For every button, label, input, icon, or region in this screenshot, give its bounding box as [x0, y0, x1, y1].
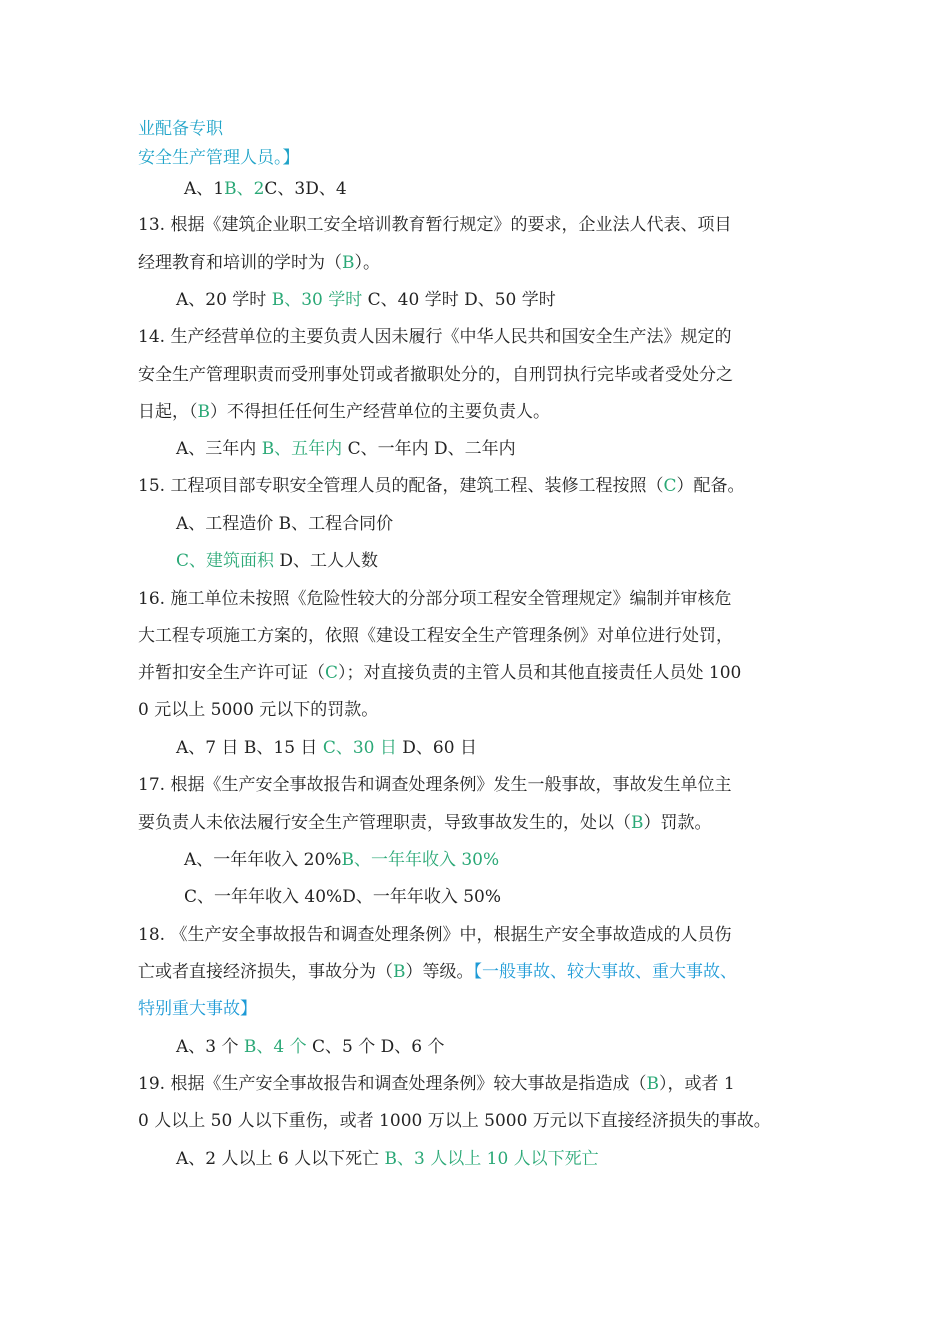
question-text: 亡或者直接经济损失，事故分为（ [138, 962, 393, 982]
note-continuation-line [138, 117, 223, 141]
question-text: ）不得担任任何生产经营单位的主要负责人。 [210, 402, 550, 422]
question-text: 13. 根据《建筑企业职工安全培训教育暂行规定》的要求，企业法人代表、项目 [138, 215, 732, 235]
q19-options [176, 1147, 599, 1171]
option-d: D、60 日 [402, 738, 477, 758]
answer-letter: B [631, 813, 644, 833]
note-text: 特别重大事故】 [138, 999, 257, 1019]
option-b-correct: B、3 人以上 10 人以下死亡 [384, 1149, 599, 1169]
question-text: 16. 施工单位未按照《危险性较大的分部分项工程安全管理规定》编制并审核危 [138, 589, 732, 609]
q13-line [138, 251, 380, 275]
option-cd: C、40 学时 D、50 学时 [367, 290, 556, 310]
question-text: ），或者 1 [658, 1074, 735, 1094]
answer-letter: C [663, 476, 677, 496]
option-b-correct: B、30 学时 [271, 290, 368, 310]
q17-options [184, 848, 499, 872]
option-a: A、1 [184, 179, 225, 199]
option-c-correct: C、建筑面积 [176, 551, 280, 571]
question-text: ）；对直接负责的主管人员和其他直接责任人员处 100 [338, 663, 742, 683]
question-text: 19. 根据《生产安全事故报告和调查处理条例》较大事故是指造成（ [138, 1074, 647, 1094]
q18-line [138, 923, 731, 947]
option-a: A、2 人以上 6 人以下死亡 [176, 1149, 385, 1169]
note-text: 【一般事故、较大事故、重大事故、 [473, 962, 737, 982]
q16-options [176, 736, 477, 760]
q14-line [138, 363, 733, 387]
note-text: 安全生产管理人员。】 [138, 148, 300, 168]
option-cd: C、一年内 D、二年内 [347, 439, 516, 459]
option-a: A、三年内 [176, 439, 262, 459]
answer-letter: B [646, 1074, 659, 1094]
q18-line [138, 960, 737, 984]
question-text: 18. 《生产安全事故报告和调查处理条例》中，根据生产安全事故造成的人员伤 [138, 925, 732, 945]
q18-options [176, 1035, 445, 1059]
option-ab: A、工程造价 B、工程合同价 [176, 514, 394, 534]
q14-options [176, 437, 516, 461]
option-b-correct: B、2 [224, 179, 265, 199]
q13-options [176, 288, 556, 312]
option-d: D、工人人数 [279, 551, 379, 571]
q18-line [138, 997, 257, 1021]
q19-line [138, 1072, 735, 1096]
q14-line [138, 325, 731, 349]
answer-letter: C [325, 663, 339, 683]
q17-line [138, 811, 712, 835]
question-text: ）配备。 [676, 476, 745, 496]
q15-line [138, 474, 744, 498]
question-text: ）罚款。 [643, 813, 712, 833]
q16-line [138, 698, 378, 722]
question-text: 15. 工程项目部专职安全管理人员的配备，建筑工程、装修工程按照（ [138, 476, 664, 496]
note-text: 业配备专职 [138, 119, 223, 139]
question-text: 0 人以上 50 人以下重伤，或者 1000 万以上 5000 万元以下直接经济损失的事故。 [138, 1111, 771, 1131]
option-cd: C、一年年收入 40%D、一年年收入 50% [184, 887, 502, 907]
question-text: ）。 [354, 253, 380, 273]
answer-letter: B [393, 962, 406, 982]
q16-line [138, 587, 731, 611]
option-ab: A、7 日 B、15 日 [176, 738, 323, 758]
note-continuation-line [138, 146, 300, 170]
q13-line [138, 213, 731, 237]
question-text: 14. 生产经营单位的主要负责人因未履行《中华人民共和国安全生产法》规定的 [138, 327, 732, 347]
option-cd: C、3D、4 [264, 179, 347, 199]
q19-line [138, 1109, 771, 1133]
question-text: 大工程专项施工方案的，依照《建设工程安全生产管理条例》对单位进行处罚， [138, 626, 733, 646]
question-text: 安全生产管理职责而受刑事处罚或者撤职处分的，自刑罚执行完毕或者受处分之 [138, 365, 733, 385]
question-text: 经理教育和培训的学时为（ [138, 253, 342, 273]
q12-options [184, 177, 347, 201]
question-text: 日起，（ [138, 402, 198, 422]
question-text: 17. 根据《生产安全事故报告和调查处理条例》发生一般事故，事故发生单位主 [138, 775, 732, 795]
q16-line [138, 624, 733, 648]
option-c-correct: C、30 日 [322, 738, 403, 758]
q15-options [176, 512, 393, 536]
option-b-correct: B、一年年收入 30% [341, 850, 500, 870]
question-text: 0 元以上 5000 元以下的罚款。 [138, 700, 379, 720]
option-a: A、20 学时 [176, 290, 272, 310]
option-b-correct: B、4 个 [243, 1037, 313, 1057]
question-text: 并暂扣安全生产许可证（ [138, 663, 325, 683]
question-text: 要负责人未依法履行安全生产管理职责，导致事故发生的，处以（ [138, 813, 631, 833]
option-a: A、一年年收入 20% [184, 850, 342, 870]
question-text: ）等级。 [405, 962, 474, 982]
answer-letter: B [342, 253, 355, 273]
q14-line [138, 400, 550, 424]
q17-line [138, 773, 731, 797]
q16-line [138, 661, 741, 685]
option-a: A、3 个 [176, 1037, 244, 1057]
option-b-correct: B、五年内 [261, 439, 348, 459]
option-cd: C、5 个 D、6 个 [312, 1037, 445, 1057]
q15-options [176, 549, 378, 573]
answer-letter: B [197, 402, 210, 422]
q17-options [184, 885, 501, 909]
